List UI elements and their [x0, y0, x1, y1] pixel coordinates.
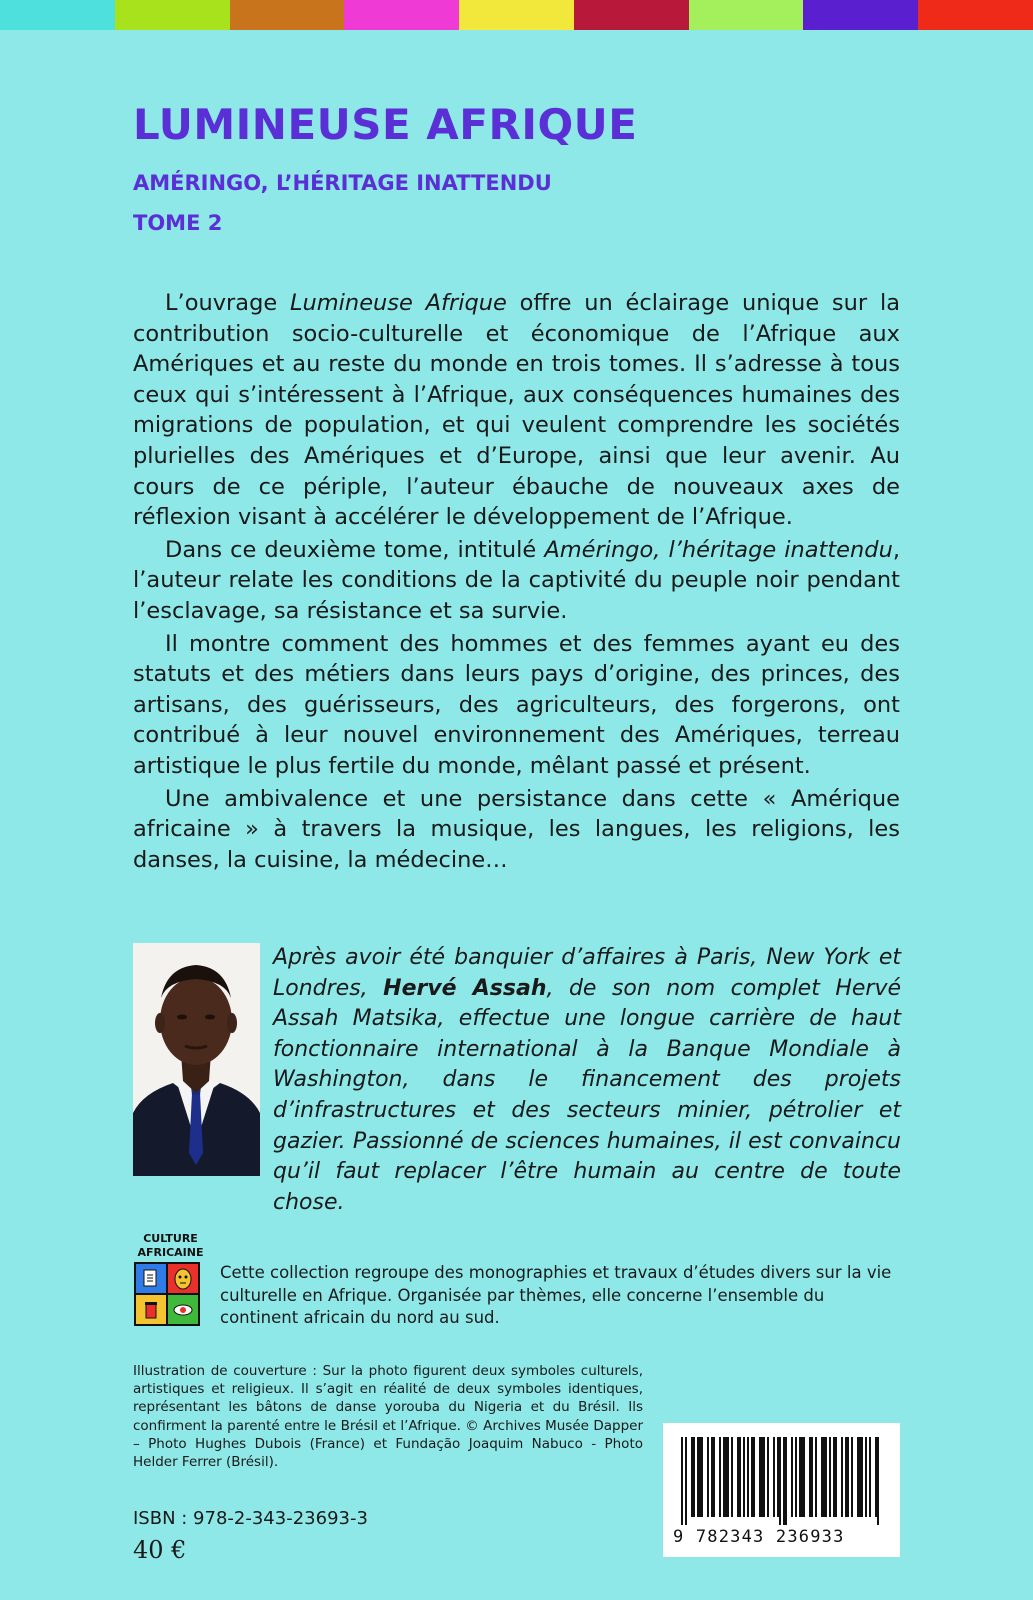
barcode-bar [725, 1437, 727, 1517]
color-stripe-6 [574, 0, 689, 30]
document-icon [136, 1264, 166, 1293]
barcode-bar [763, 1437, 765, 1517]
barcode-bar [801, 1437, 803, 1517]
barcode-bar [713, 1437, 715, 1517]
barcode-bar [779, 1437, 781, 1525]
summary-paragraph-2: Dans ce deuxième tome, intitulé Améringo, l’héritage inattendu, l’auteur relate les conditions de la captivité du peuple noir pendant l’esclavage, sa résistance et sa survie. [133, 536, 900, 624]
barcode-bar [847, 1437, 849, 1517]
barcode-bar [861, 1437, 863, 1517]
barcode-bar [845, 1437, 847, 1517]
barcode-bar [727, 1437, 729, 1517]
barcode-bar [737, 1437, 739, 1517]
summary-text [133, 288, 900, 877]
book-subtitle: AMÉRINGO, L’HÉRITAGE INATTENDU [133, 171, 552, 195]
isbn: ISBN : 978-2-343-23693-3 [133, 1508, 368, 1529]
cover-credit: Illustration de couverture : Sur la photo figurent deux symboles culturels, artistiques et religieux. Il s’agit en réalité de deux symboles identiques, représentant les bâtons de danse yorouba du Nigeria et du Brésil. Ils confirment la parenté entre le Brésil et l’Afrique. © Archives Musée Dapper – Photo Hughes Dubois (France) et Fundação Joaquim Nabuco - Photo Helder Ferrer (Brésil). [133, 1363, 643, 1471]
barcode-bars [681, 1437, 881, 1525]
barcode [663, 1423, 900, 1557]
color-stripe-3 [230, 0, 345, 30]
collection-description: Cette collection regroupe des monographies et travaux d’études divers sur la vie culturelle en Afrique. Organisée par thèmes, elle concerne l’ensemble du continent africain du nord au sud. [220, 1263, 892, 1327]
mask-icon [168, 1264, 198, 1293]
barcode-bar [767, 1437, 769, 1517]
barcode-bar [825, 1437, 827, 1517]
price: 40 € [133, 1536, 187, 1564]
summary-paragraph-3: Il montre comment des hommes et des femmes ayant eu des statuts et des métiers dans leurs pays d’origine, des princes, des artisans, des guérisseurs, des agriculteurs, des forgerons, ont contribué à leur nouvel environnement des Amériques, terreau artistique le plus fertile du monde, mêlant passé et présent. [133, 630, 900, 779]
barcode-bar [723, 1437, 725, 1517]
barcode-bar [809, 1437, 811, 1517]
barcode-bar [753, 1437, 755, 1517]
barcode-bar [739, 1437, 741, 1517]
barcode-bar [851, 1437, 853, 1517]
barcode-bar [821, 1437, 823, 1517]
barcode-bar [835, 1437, 837, 1517]
barcode-bar [785, 1437, 787, 1525]
barcode-bar [697, 1437, 699, 1517]
tome-label: TOME 2 [133, 211, 223, 235]
author-name: Hervé Assah [383, 975, 547, 1001]
color-stripe-9 [918, 0, 1033, 30]
color-stripe-7 [689, 0, 804, 30]
barcode-bar [815, 1437, 817, 1517]
barcode-bar [743, 1437, 745, 1517]
barcode-bar [681, 1437, 683, 1525]
barcode-bar [791, 1437, 793, 1517]
barcode-bar [877, 1437, 879, 1525]
barcode-bar [857, 1437, 859, 1517]
barcode-bar [859, 1437, 861, 1517]
barcode-bar [803, 1437, 805, 1517]
barcode-bar [691, 1437, 693, 1517]
barcode-bar [685, 1437, 687, 1525]
summary-paragraph-1: L’ouvrage Lumineuse Afrique offre un éclairage unique sur la contribution socio-culturelle et économique de l’Afrique aux Amériques et au reste du monde en trois tomes. Il s’adresse à tous ceux qui s’intéressent à l’Afrique, aux conséquences humaines des migrations de population, et qui veulent comprendre les sociétés plurielles des Amériques et d’Europe, ainsi que leur avenir. Au cours de ce périple, l’auteur ébauche de nouveaux axes de réflexion visant à accélérer le développement de l’Afrique. [133, 290, 900, 531]
barcode-bar [751, 1437, 753, 1517]
author-photo [133, 943, 260, 1176]
barcode-bar [747, 1437, 749, 1517]
book-title: LUMINEUSE AFRIQUE [133, 100, 638, 149]
barcode-bar [865, 1437, 867, 1517]
barcode-bar [731, 1437, 733, 1517]
author-bio: Après avoir été banquier d’affaires à Paris, New York et Londres, Hervé Assah, de son nom complet Hervé Assah Matsika, effectue une longue carrière de haut fonctionnaire international à la Banque Mondiale à Washington, dans le financement des projets d’infrastructures et des secteurs minier, pétrolier et gazier. Passionné de sciences humaines, il est convaincu qu’il faut replacer l’être humain au centre de toute chose. [273, 945, 902, 1215]
color-stripe-8 [803, 0, 918, 30]
barcode-bar [777, 1437, 779, 1517]
collection-label: CULTURE AFRICAINE [137, 1232, 204, 1259]
barcode-bar [811, 1437, 813, 1517]
color-stripe-1 [0, 0, 115, 30]
color-stripe-2 [115, 0, 230, 30]
barcode-bar [823, 1437, 825, 1517]
barcode-bar [707, 1437, 709, 1517]
drum-icon [136, 1295, 166, 1324]
barcode-bar [833, 1437, 835, 1517]
eye-icon [168, 1295, 198, 1324]
barcode-bar [711, 1437, 713, 1517]
barcode-digits: 9 782343 236933 [673, 1527, 845, 1547]
color-stripe-4 [344, 0, 459, 30]
summary-paragraph-4: Une ambivalence et une persistance dans cette « Amérique africaine » à travers la musique, les langues, les religions, les danses, la cuisine, la médecine… [133, 785, 900, 873]
barcode-bar [719, 1437, 721, 1517]
barcode-bar [875, 1437, 877, 1517]
barcode-bar [795, 1437, 797, 1517]
barcode-bar [869, 1437, 871, 1517]
barcode-bar [699, 1437, 701, 1517]
barcode-bar [783, 1437, 785, 1525]
barcode-bar [761, 1437, 763, 1517]
collection-logo [134, 1262, 200, 1326]
barcode-bar [841, 1437, 843, 1517]
barcode-bar [759, 1437, 761, 1517]
barcode-bar [701, 1437, 703, 1517]
barcode-bar [773, 1437, 775, 1517]
barcode-bar [693, 1437, 695, 1517]
barcode-bar [799, 1437, 801, 1517]
color-stripe-bar [0, 0, 1033, 30]
color-stripe-5 [459, 0, 574, 30]
barcode-bar [829, 1437, 831, 1517]
